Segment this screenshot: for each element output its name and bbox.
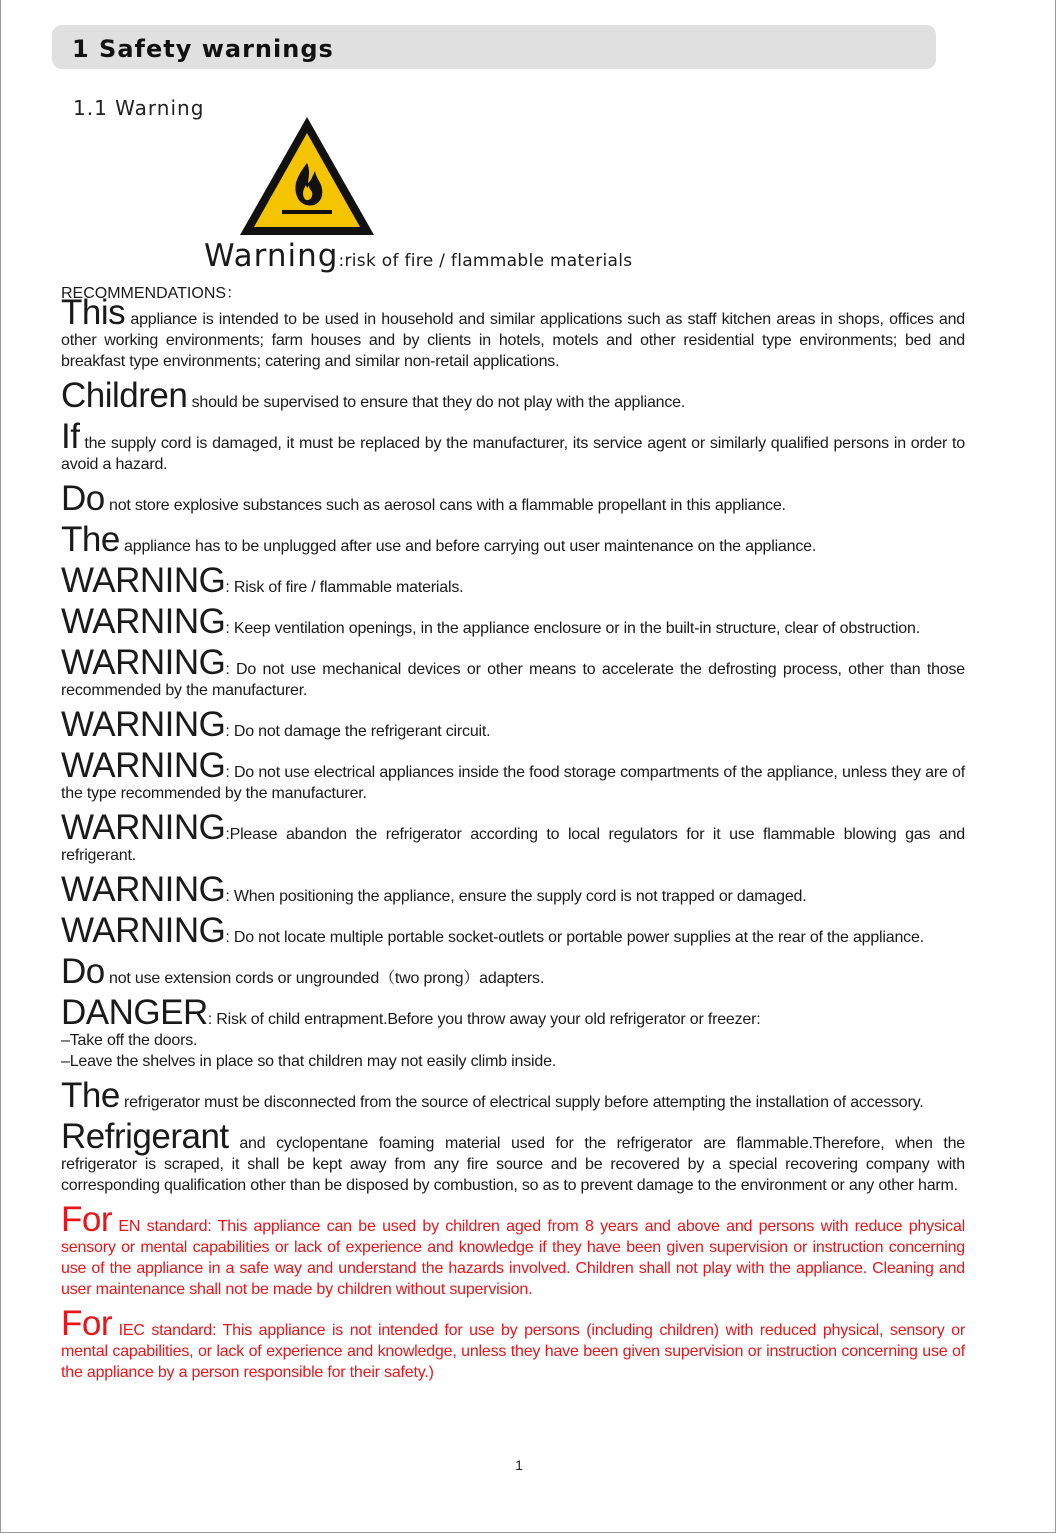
page-number: 1 [515,1457,523,1473]
paragraph-text: not store explosive substances such as aerosol cans with a flammable propellant in this appliance. [104,497,786,514]
paragraph-lead: WARNING [61,705,226,744]
paragraph-text: should be supervised to ensure that they do not play with the appliance. [187,394,686,411]
paragraph-text: : When positioning the appliance, ensure the supply cord is not trapped or damaged. [225,888,807,905]
warning-caption-main: Warning [204,238,339,274]
iec-standard-paragraph [61,1304,965,1383]
warning-caption-detail: :risk of fire / flammable materials [338,251,633,271]
subsection-title: 1.1 Warning [73,96,205,120]
recommendations-label: RECOMMENDATIONS： [61,285,243,302]
warning-caption [204,238,632,274]
warning-paragraph [61,808,965,866]
paragraph [61,952,965,991]
paragraph-text: : Risk of fire / flammable materials. [225,579,464,596]
en-standard-paragraph [61,1200,965,1300]
paragraph [61,376,965,415]
paragraph-lead: For [61,1200,112,1239]
warning-paragraph [61,561,965,600]
danger-item: –Take off the doors. [61,1032,198,1049]
paragraph-lead: Refrigerant [61,1117,229,1156]
paragraph-lead: If [61,417,80,456]
paragraph-text: appliance is intended to be used in household and similar applications such as staff kitchen areas in shops, offices and other working environments; farm houses and by clients in hotels, motels and other residential type environments; bed and breakfast type environments; catering and similar non-retail applications. [61,311,965,370]
paragraph-lead: DANGER [61,993,208,1032]
danger-paragraph [61,993,965,1032]
paragraph-text: the supply cord is damaged, it must be replaced by the manufacturer, its service agent or similarly qualified persons in order to avoid a hazard. [61,435,965,473]
paragraph-lead: WARNING [61,911,226,950]
paragraph-text: and cyclopentane foaming material used for the refrigerator are flammable.Therefore, when the refrigerator is scraped, it shall be kept away from any fire source and be recovered by a special recovering company with corresponding qualification other than be disposed by combustion, so as to prevent damage to the environment or any other harm. [61,1135,965,1194]
paragraph [61,1117,965,1196]
warning-paragraph [61,870,965,909]
paragraph-text: : Do not damage the refrigerant circuit. [225,723,491,740]
paragraph-text: :Please abandon the refrigerator according to local regulators for it use flammable blowing gas and refrigerant. [61,826,965,864]
paragraph-text: EN standard: This appliance can be used by children aged from 8 years and above and persons with reduce physical sensory or mental capabilities or lack of experience and knowledge if they have been given supervision or instruction concerning use of the appliance in a safe way and understand the hazards involved. Children shall not play with the appliance. Cleaning and user maintenance shall not be made by children without supervision. [61,1218,965,1298]
paragraph-text: : Do not use mechanical devices or other means to accelerate the defrosting process, other than those recommended by the manufacturer. [61,661,965,699]
danger-item: –Leave the shelves in place so that children may not easily climb inside. [61,1053,557,1070]
paragraph-text: : Keep ventilation openings, in the appliance enclosure or in the built-in structure, clear of obstruction. [225,620,920,637]
paragraph [61,520,965,559]
paragraph-text: IEC standard: This appliance is not intended for use by persons (including children) with reduced physical, sensory or mental capabilities, or lack of experience and knowledge, unless they have been given supervision or instruction concerning use of the appliance by a person responsible for their safety.) [61,1322,965,1381]
paragraph-lead: The [61,520,120,559]
paragraph-lead: WARNING [61,870,226,909]
paragraph-lead: This [61,293,126,332]
paragraph [61,1076,965,1115]
paragraph [61,417,965,475]
paragraph-text: : Do not use electrical appliances inside the food storage compartments of the appliance, unless they are of the type recommended by the manufacturer. [61,764,965,802]
paragraph-text: not use extension cords or ungrounded（two prong）adapters. [104,970,545,987]
paragraph-lead: Do [61,952,105,991]
paragraph [61,479,965,518]
section-title: 1 Safety warnings [72,35,334,63]
paragraph-lead: WARNING [61,643,226,682]
paragraph-text: appliance has to be unplugged after use and before carrying out user maintenance on the appliance. [119,538,817,555]
paragraph-text: : Do not locate multiple portable socket-outlets or portable power supplies at the rear of the appliance. [225,929,924,946]
warning-paragraph [61,602,965,641]
paragraph-lead: WARNING [61,561,226,600]
paragraph-lead: For [61,1304,112,1343]
paragraph-text: : Risk of child entrapment.Before you throw away your old refrigerator or freezer: [207,1011,761,1028]
warning-paragraph [61,705,965,744]
paragraph-lead: WARNING [61,746,226,785]
paragraph-lead: Do [61,479,105,518]
paragraph-lead: WARNING [61,602,226,641]
warning-paragraph [61,746,965,804]
flammable-warning-icon [236,113,378,239]
paragraph-text: refrigerator must be disconnected from the source of electrical supply before attempting the installation of accessory. [119,1094,924,1111]
paragraph-lead: WARNING [61,808,226,847]
paragraph-lead: Children [61,376,188,415]
paragraph-lead: The [61,1076,120,1115]
warning-paragraph [61,911,965,950]
section-title-bar [52,25,936,69]
warning-paragraph [61,643,965,701]
